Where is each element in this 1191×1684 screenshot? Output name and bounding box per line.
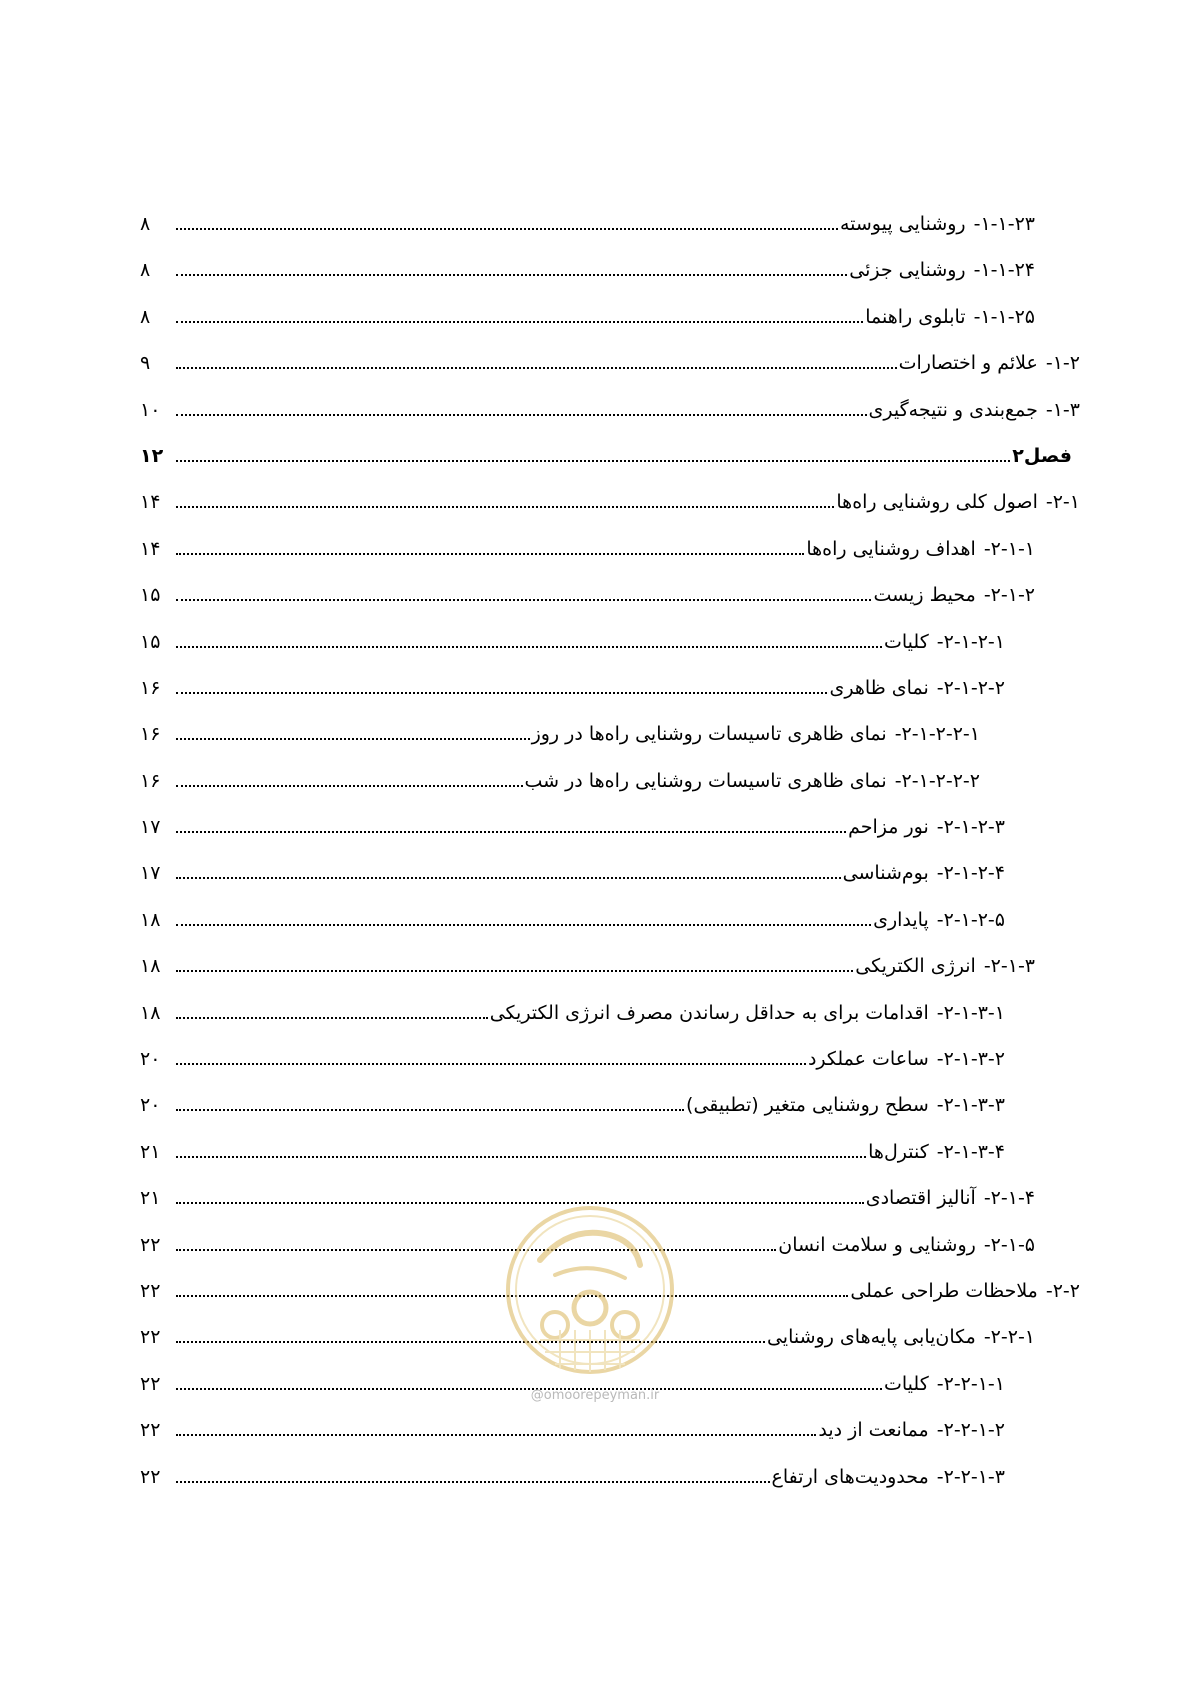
toc-entry-page: ۲۰ [140,1094,161,1117]
toc-entry-number: ۲-۱-۲-۵- [936,908,1005,931]
toc-entry-label: ساعات عملکرد [807,1048,929,1071]
toc-entry[interactable] [140,351,1080,397]
toc-entry-page: ۱۶ [140,676,161,699]
toc-entry[interactable] [140,908,1080,954]
toc-entry-label: روشنایی پیوسته [839,213,966,235]
toc-entry-number: ۲-۱-۴- [983,1187,1035,1210]
toc-dot-leader [176,274,847,276]
toc-entry[interactable] [140,722,1080,768]
toc-dot-leader [176,1202,864,1204]
toc-dot-leader [176,924,871,926]
toc-entry-page: ۸ [140,305,151,328]
toc-entry-number: ۲-۱-۳-۴- [936,1140,1005,1163]
toc-entry[interactable] [140,537,1080,583]
toc-entry-label: کلیات [884,630,929,653]
toc-entry-label: نمای ظاهری [829,676,929,699]
toc-entry-number: ۱-۱-۲۳- [973,213,1035,235]
toc-entry[interactable] [140,444,1080,490]
toc-entry[interactable] [140,1140,1080,1186]
toc-entry-page: ۱۸ [140,1001,161,1024]
toc-entry-number: ۲-۱-۲-۲- [936,676,1005,699]
toc-dot-leader [176,877,841,879]
toc-entry-page: ۱۰ [140,398,161,421]
toc-entry-page: ۸ [140,213,151,235]
toc-entry[interactable] [140,1279,1080,1325]
toc-dot-leader [176,506,834,508]
toc-entry-number: ۲-۱-۲-۱- [936,630,1005,653]
toc-entry-number: ۲-۲-۱-۲- [936,1419,1005,1442]
toc-dot-leader [176,228,838,230]
watermark-url: @omoorepeyman.ir [530,1388,660,1403]
toc-dot-leader [176,646,882,648]
toc-entry-number: ۲-۱-۲-۲-۲- [894,769,980,792]
toc-dot-leader [176,1017,488,1019]
toc-entry[interactable] [140,398,1080,444]
toc-entry-label: نمای ظاهری تاسیسات روشنایی راه‌ها در روز [531,723,887,746]
toc-entry[interactable] [140,815,1080,861]
toc-entry[interactable] [140,1465,1080,1511]
toc-entry[interactable] [140,676,1080,722]
toc-entry[interactable] [140,1325,1080,1371]
toc-entry-number: ۲-۱-۵- [983,1233,1035,1256]
toc-entry-label: اهداف روشنایی راه‌ها [806,537,976,560]
toc-entry-number: ۲-۲- [1045,1279,1080,1302]
toc-entry-number: ۲-۲-۱-۳- [936,1465,1005,1488]
toc-entry-page: ۲۲ [140,1279,161,1302]
toc-dot-leader [176,1109,684,1111]
toc-entry-number: ۱-۱-۲۵- [973,305,1035,328]
toc-entry[interactable] [140,1186,1080,1232]
toc-dot-leader [176,692,827,694]
toc-dot-leader [176,460,1010,462]
toc-entry-page: ۹ [140,352,151,375]
toc-dot-leader [176,1063,806,1065]
toc-entry-page: ۲۰ [140,1048,161,1071]
toc-dot-leader [176,414,867,416]
toc-entry-label: بوم‌شناسی [842,862,929,885]
toc-entry-label: روشنایی و سلامت انسان [778,1233,976,1256]
toc-entry-number: ۲-۱-۱- [983,537,1035,560]
toc-entry-number: ۲-۱-۲- [983,584,1035,607]
toc-entry-page: ۲۲ [140,1233,161,1256]
toc-entry[interactable] [140,1418,1080,1464]
toc-entry-label: محیط زیست [873,584,976,607]
toc-entry-label: نمای ظاهری تاسیسات روشنایی راه‌ها در شب [524,769,887,792]
toc-entry-page: ۱۴ [140,491,161,514]
toc-entry[interactable] [140,305,1080,351]
toc-dot-leader [176,738,530,740]
toc-entry-page: ۲۱ [140,1140,161,1163]
toc-entry-number: ۲-۱-۲-۳- [936,816,1005,839]
toc-entry-number: ۲-۱-۳-۲- [936,1048,1005,1071]
toc-entry-number: ۲-۱-۲-۲-۱- [894,723,980,746]
toc-dot-leader [176,1295,848,1297]
toc-entry[interactable] [140,490,1080,536]
toc-entry[interactable] [140,212,1080,258]
toc-entry-page: ۱۸ [140,908,161,931]
toc-entry-page: ۱۷ [140,862,161,885]
toc-entry-label: انرژی الکتریکی [855,955,976,978]
toc-dot-leader [176,367,897,369]
toc-entry-label: مکان‌یابی پایه‌های روشنایی [766,1326,976,1349]
toc-entry[interactable] [140,1001,1080,1047]
toc-entry-label: ملاحظات طراحی عملی [850,1279,1038,1302]
toc-entry-number: ۲-۱-۳- [983,955,1035,978]
toc-entry-page: ۲۲ [140,1326,161,1349]
toc-entry-label: تابلوی راهنما [865,305,966,328]
toc-entry-number: ۱-۳- [1045,398,1080,421]
toc-dot-leader [176,553,804,555]
toc-dot-leader [176,831,846,833]
toc-entry-label: جمع‌بندی و نتیجه‌گیری [868,398,1038,421]
toc-dot-leader [176,1434,816,1436]
toc-entry-label: اصول کلی روشنایی راه‌ها [836,491,1038,514]
toc-entry-label: اقدامات برای به حداقل رساندن مصرف انرژی الکتریکی [489,1001,929,1024]
toc-entry-number: ۲-۱-۲-۴- [936,862,1005,885]
toc-entry-page: ۱۶ [140,769,161,792]
toc-dot-leader [176,1341,765,1343]
toc-entry-page: ۲۲ [140,1419,161,1442]
toc-entry-label: محدودیت‌های ارتفاع [771,1465,929,1488]
toc-entry[interactable] [140,1047,1080,1093]
table-of-contents [140,212,1080,1511]
toc-entry-number: ۱-۲- [1045,352,1080,375]
toc-entry-page: ۱۸ [140,955,161,978]
toc-entry-number: ۲-۲-۱- [983,1326,1035,1349]
toc-entry[interactable] [140,258,1080,304]
toc-entry-number: ۲-۱-۳-۳- [936,1094,1005,1117]
toc-entry-page: ۱۷ [140,816,161,839]
toc-entry-label: فصل۲ [1012,444,1072,467]
toc-entry-page: ۱۶ [140,723,161,746]
toc-entry-number: ۱-۱-۲۴- [973,259,1035,282]
toc-dot-leader [176,599,871,601]
toc-dot-leader [176,1481,770,1483]
toc-entry-label: کنترل‌ها [868,1140,929,1163]
toc-dot-leader [176,1156,866,1158]
toc-entry-label: ممانعت از دید [818,1419,929,1442]
toc-entry-label: علائم و اختصارات [898,352,1038,375]
toc-entry-page: ۱۵ [140,584,161,607]
toc-entry-page: ۱۵ [140,630,161,653]
toc-entry-label: روشنایی جزئی [849,259,966,282]
toc-entry-number: ۲-۱- [1045,491,1080,514]
toc-dot-leader [176,321,863,323]
toc-entry[interactable] [140,630,1080,676]
toc-entry[interactable] [140,861,1080,907]
toc-entry[interactable] [140,1093,1080,1139]
toc-entry-page: ۲۲ [140,1465,161,1488]
toc-dot-leader [176,785,523,787]
toc-entry-number: ۲-۲-۱-۱- [936,1372,1005,1395]
toc-entry-label: سطح روشنایی متغیر (تطبیقی) [686,1094,929,1117]
toc-entry-label: پایداری [873,908,929,931]
toc-entry-number: ۲-۱-۳-۱- [936,1001,1005,1024]
toc-entry-label: کلیات [884,1372,929,1395]
toc-entry-label: نور مزاحم [848,816,929,839]
toc-entry-page: ۲۲ [140,1372,161,1395]
toc-entry-label: آنالیز اقتصادی [865,1187,976,1210]
toc-entry[interactable] [140,769,1080,815]
toc-dot-leader [176,1249,776,1251]
toc-entry-page: ۲۱ [140,1187,161,1210]
toc-entry[interactable] [140,954,1080,1000]
toc-entry-page: ۱۲ [140,444,164,467]
toc-dot-leader [176,970,853,972]
toc-entry[interactable] [140,1233,1080,1279]
toc-entry-page: ۸ [140,259,151,282]
toc-entry-page: ۱۴ [140,537,161,560]
toc-entry[interactable] [140,583,1080,629]
